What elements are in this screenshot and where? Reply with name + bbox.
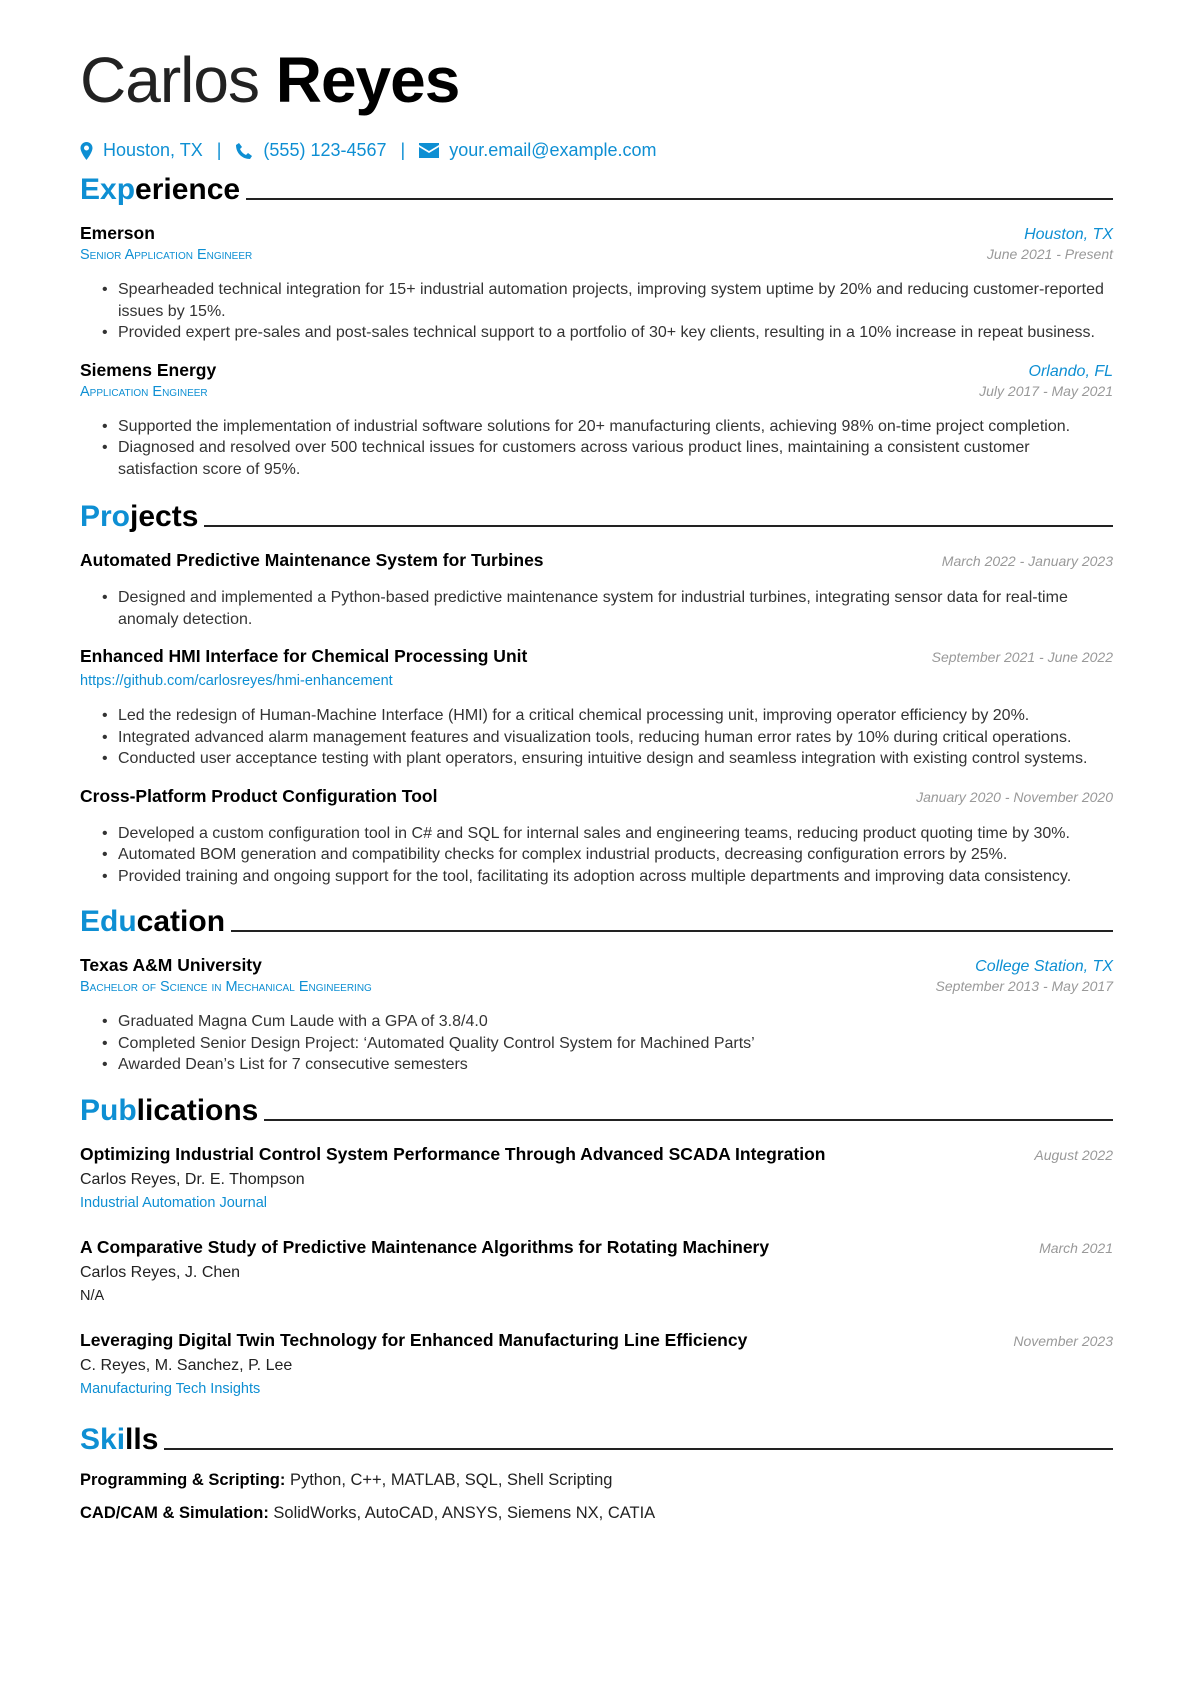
skill-list: SolidWorks, AutoCAD, ANSYS, Siemens NX, CATIA bbox=[268, 1503, 656, 1522]
experience-entry bbox=[80, 360, 1113, 481]
bullet-item: • Automated BOM generation and compatibility checks for complex industrial products, decreasing configuration errors by 25%. bbox=[118, 844, 1113, 866]
bullet-item: • Completed Senior Design Project: ‘Automated Quality Control System for Machined Parts’ bbox=[118, 1033, 1113, 1055]
divider bbox=[264, 1119, 1113, 1121]
experience-entry bbox=[80, 223, 1113, 344]
bullet-list bbox=[118, 587, 1113, 630]
bullet-item: • Provided expert pre-sales and post-sales technical support to a portfolio of 30+ key clients, resulting in a 10% increase in repeat business. bbox=[118, 322, 1113, 344]
education-entry bbox=[80, 955, 1113, 1076]
publication-entry bbox=[80, 1330, 1113, 1397]
email-link[interactable]: your.email@example.com bbox=[449, 140, 657, 160]
section-publications: Publications bbox=[80, 1094, 1113, 1128]
project-name: Enhanced HMI Interface for Chemical Processing Unit bbox=[80, 646, 528, 666]
bullet-list bbox=[118, 823, 1113, 888]
bullet-list bbox=[118, 1011, 1113, 1076]
resume bbox=[80, 40, 1113, 1523]
dates: September 2021 - June 2022 bbox=[931, 649, 1113, 665]
envelope-icon bbox=[419, 143, 439, 158]
publication-entry bbox=[80, 1237, 1113, 1304]
project-entry bbox=[80, 550, 1113, 630]
section-skills: Skills bbox=[80, 1423, 1113, 1457]
bullet-item: • Supported the implementation of industrial software solutions for 20+ manufacturing clients, achieving 98% on-time project completion. bbox=[118, 416, 1113, 438]
company: Siemens Energy bbox=[80, 359, 217, 380]
venue[interactable]: Industrial Automation Journal bbox=[80, 1194, 267, 1211]
school: Texas A&M University bbox=[80, 955, 262, 975]
map-pin-icon bbox=[80, 142, 93, 160]
skill-category: CAD/CAM & Simulation: bbox=[80, 1503, 269, 1522]
separator: | bbox=[216, 140, 222, 160]
bullet-item: • Conducted user acceptance testing with plant operators, ensuring intuitive design and seamless integration with existing control systems. bbox=[118, 748, 1113, 770]
skill-list: Python, C++, MATLAB, SQL, Shell Scripting bbox=[285, 1470, 613, 1489]
divider bbox=[231, 930, 1113, 932]
name-heading: Carlos Reyes bbox=[80, 44, 460, 116]
bullet-item: • Provided training and ongoing support for the tool, facilitating its adoption across multiple departments and improving data consistency. bbox=[118, 866, 1113, 888]
bullet-item: • Diagnosed and resolved over 500 technical issues for customers across various product lines, maintaining a consistent customer satisfaction score of 95%. bbox=[118, 437, 1113, 480]
venue: N/A bbox=[80, 1287, 105, 1304]
bullet-item: • Led the redesign of Human-Machine Interface (HMI) for a critical chemical processing unit, improving operator efficiency by 20%. bbox=[118, 705, 1113, 727]
section-projects: Projects bbox=[80, 500, 1113, 534]
bullet-list bbox=[118, 279, 1113, 344]
dates: January 2020 - November 2020 bbox=[916, 788, 1113, 805]
date: November 2023 bbox=[1013, 1332, 1113, 1349]
bullet-list bbox=[118, 705, 1113, 770]
project-name: Cross-Platform Product Configuration Tool bbox=[80, 785, 438, 806]
location: Orlando, FL bbox=[1028, 362, 1113, 380]
location: College Station, TX bbox=[975, 958, 1113, 975]
publication-title: Leveraging Digital Twin Technology for Enhanced Manufacturing Line Efficiency bbox=[80, 1329, 748, 1350]
publication-title: A Comparative Study of Predictive Maintenance Algorithms for Rotating Machinery bbox=[80, 1236, 770, 1257]
bullet-item: • Spearheaded technical integration for 15+ industrial automation projects, improving system uptime by 20% and reducing customer-reported issues by 15%. bbox=[118, 279, 1113, 322]
divider bbox=[204, 525, 1113, 527]
authors: Carlos Reyes, J. Chen bbox=[80, 1263, 241, 1281]
company: Emerson bbox=[80, 223, 155, 243]
bullet-item: • Designed and implemented a Python-based predictive maintenance system for industrial turbines, integrating sensor data for real-time anomaly detection. bbox=[118, 587, 1113, 630]
bullet-item: • Graduated Magna Cum Laude with a GPA of 3.8/4.0 bbox=[118, 1011, 1113, 1033]
publication-title: Optimizing Industrial Control System Performance Through Advanced SCADA Integration bbox=[80, 1143, 826, 1164]
date: March 2021 bbox=[1039, 1239, 1113, 1256]
project-name: Automated Predictive Maintenance System for Turbines bbox=[80, 550, 544, 570]
location: Houston, TX bbox=[103, 140, 203, 160]
dates: September 2013 - May 2017 bbox=[935, 978, 1113, 994]
skill-row bbox=[80, 1471, 1113, 1490]
bullet-item: • Integrated advanced alarm management features and visualization tools, reducing human error rates by 10% during critical operations. bbox=[118, 727, 1113, 749]
job-title: Senior Application Engineer bbox=[80, 247, 253, 263]
dates: July 2017 - May 2021 bbox=[979, 382, 1113, 399]
location: Houston, TX bbox=[1024, 226, 1113, 243]
phone: (555) 123-4567 bbox=[263, 140, 387, 160]
contact-info bbox=[80, 140, 1113, 161]
bullet-item: • Developed a custom configuration tool in C# and SQL for internal sales and engineering teams, reducing product quoting time by 30%. bbox=[118, 823, 1113, 845]
skill-category: Programming & Scripting: bbox=[80, 1470, 286, 1489]
project-link[interactable]: https://github.com/carlosreyes/hmi-enhancement bbox=[80, 673, 393, 689]
phone-icon bbox=[235, 142, 253, 160]
dates: June 2021 - Present bbox=[986, 246, 1113, 262]
divider bbox=[164, 1448, 1113, 1450]
project-entry bbox=[80, 646, 1113, 770]
project-entry bbox=[80, 786, 1113, 888]
authors: C. Reyes, M. Sanchez, P. Lee bbox=[80, 1356, 293, 1374]
section-education: Education bbox=[80, 905, 1113, 939]
skill-row bbox=[80, 1504, 1113, 1523]
bullet-item: • Awarded Dean’s List for 7 consecutive semesters bbox=[118, 1054, 1113, 1076]
degree: Bachelor of Science in Mechanical Engineering bbox=[80, 979, 372, 995]
section-experience: Experience bbox=[80, 173, 1113, 207]
bullet-list bbox=[118, 416, 1113, 481]
publication-entry bbox=[80, 1144, 1113, 1211]
separator: | bbox=[400, 140, 406, 160]
date: August 2022 bbox=[1034, 1146, 1113, 1163]
divider bbox=[246, 198, 1113, 200]
authors: Carlos Reyes, Dr. E. Thompson bbox=[80, 1170, 305, 1188]
venue[interactable]: Manufacturing Tech Insights bbox=[80, 1380, 261, 1397]
job-title: Application Engineer bbox=[80, 383, 208, 400]
dates: March 2022 - January 2023 bbox=[941, 553, 1113, 569]
